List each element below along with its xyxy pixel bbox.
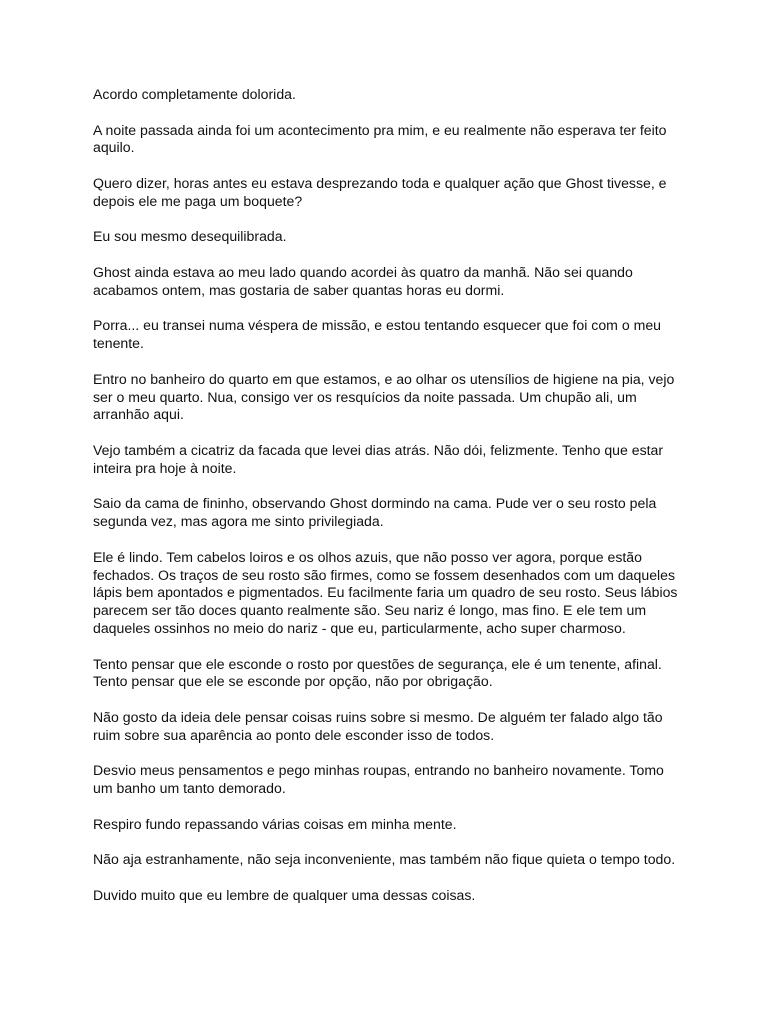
paragraph: Não aja estranhamente, não seja inconveniente, mas também não fique quieta o tempo todo. xyxy=(93,851,676,868)
paragraph: A noite passada ainda foi um acontecimento pra mim, e eu realmente não esperava ter feito aquilo. xyxy=(93,121,667,156)
paragraph: Tento pensar que ele esconde o rosto por questões de segurança, ele é um tenente, afinal. Tento pensar que ele se esconde por opção, não por obrigação. xyxy=(93,655,662,690)
paragraph: Vejo também a cicatriz da facada que levei dias atrás. Não dói, felizmente. Tenho que estar inteira pra hoje à noite. xyxy=(93,441,664,476)
paragraph: Desvio meus pensamentos e pego minhas roupas, entrando no banheiro novamente. Tomo um banho um tanto demorado. xyxy=(93,762,664,797)
paragraph: Respiro fundo repassando várias coisas em minha mente. xyxy=(93,815,457,832)
paragraph: Duvido muito que eu lembre de qualquer uma dessas coisas. xyxy=(93,886,476,903)
paragraph: Ele é lindo. Tem cabelos loiros e os olhos azuis, que não posso ver agora, porque estão fechados. Os traços de seu rosto são firmes, como se fossem desenhados com um daqueles lápis bem apontados e pigmentados. Eu facilmente faria um quadro de seu rosto. Seus lábios parecem ser tão doces quanto realmente são. Seu nariz é longo, mas fino. E ele tem um daqueles ossinhos no meio do nariz - que eu, particularmente, acho super charmoso. xyxy=(93,548,678,636)
paragraph: Não gosto da ideia dele pensar coisas ruins sobre si mesmo. De alguém ter falado algo tão ruim sobre sua aparência ao ponto dele esconder isso de todos. xyxy=(93,708,663,743)
paragraph: Acordo completamente dolorida. xyxy=(93,86,296,102)
paragraph: Eu sou mesmo desequilibrada. xyxy=(93,228,287,245)
paragraph: Saio da cama de fininho, observando Ghost dormindo na cama. Pude ver o seu rosto pela segunda vez, mas agora me sinto privilegiada. xyxy=(93,495,657,530)
paragraph: Porra... eu transei numa véspera de missão, e estou tentando esquecer que foi com o meu tenente. xyxy=(93,317,661,352)
paragraph: Ghost ainda estava ao meu lado quando acordei às quatro da manhã. Não sei quando acabamos ontem, mas gostaria de saber quantas horas eu dormi. xyxy=(93,263,633,298)
document-body xyxy=(93,86,683,922)
paragraph: Quero dizer, horas antes eu estava desprezando toda e qualquer ação que Ghost tivesse, e depois ele me paga um boquete? xyxy=(93,174,667,209)
paragraph: Entro no banheiro do quarto em que estamos, e ao olhar os utensílios de higiene na pia, vejo ser o meu quarto. Nua, consigo ver os resquícios da noite passada. Um chupão ali, um arranhão aqui. xyxy=(93,370,675,423)
